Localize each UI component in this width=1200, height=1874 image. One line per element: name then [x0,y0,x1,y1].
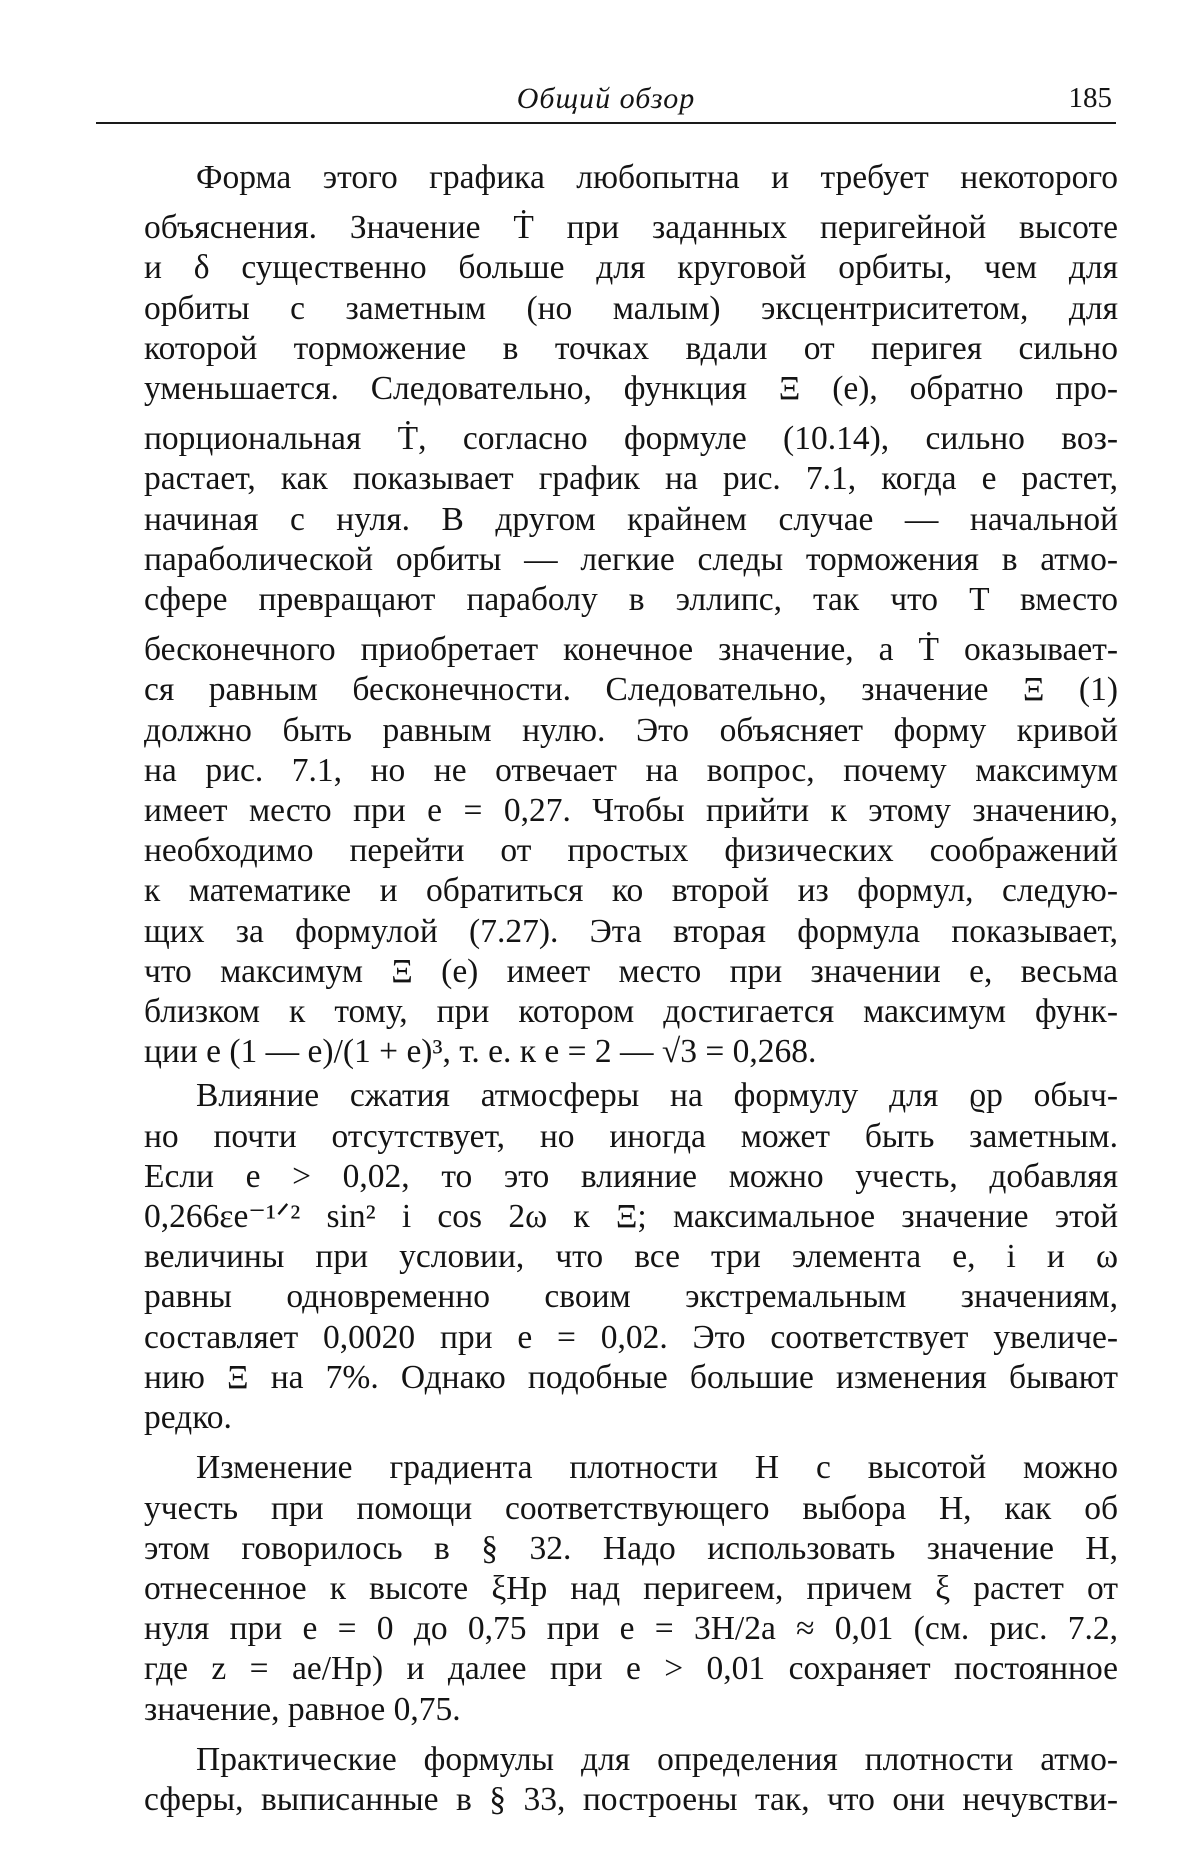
text-line: но почти отсутствует, но иногда может быть заметным. [144,1117,1118,1155]
text-line: нуля при e = 0 до 0,75 при e = 3H/2a ≈ 0,01 (см. рис. 7.2, [144,1610,1118,1648]
text-line: нию Ξ на 7%. Однако подобные большие изменения бывают [144,1358,1118,1396]
running-title: Общий обзор [516,82,696,115]
paragraph-1 [92,158,1118,1072]
text-line: Если e > 0,02, то это влияние можно учесть, добавляя [144,1157,1118,1195]
text-line: отнесенное к высоте ξHp над перигеем, причем ξ растет от [144,1569,1118,1607]
text-line: Практические формулы для определения плотности атмо- [196,1740,1118,1778]
text-line: равны одновременно своим экстремальным значениям, [144,1278,1118,1316]
text-line: Изменение градиента плотности H с высотой можно [196,1449,1118,1487]
text-line: составляет 0,0020 при e = 0,02. Это соответствует увеличе- [144,1318,1118,1356]
text-line: к математике и обратиться ко второй из формул, следую- [144,872,1118,910]
text-line: Влияние сжатия атмосферы на формулу для ϱp обыч- [196,1077,1118,1115]
text-line: необходимо перейти от простых физических соображений [144,832,1118,870]
text-line: имеет место при e = 0,27. Чтобы прийти к этому значению, [144,792,1118,830]
paragraph-3 [92,1448,1118,1729]
text-line: Форма этого графика любопытна и требует некоторого [196,159,1118,196]
text-line: параболической орбиты — легкие следы торможения в атмо- [144,540,1118,578]
text-line: учесть при помощи соответствующего выбора H, как об [144,1489,1118,1527]
text-line: порциональная Ṫ, согласно формуле (10.14), сильно воз- [144,420,1118,458]
text-line: бесконечного приобретает конечное значение, а Ṫ оказывает- [144,631,1118,669]
body-text [92,158,1118,1824]
text-line: которой торможение в точках вдали от перигея сильно [144,329,1118,367]
text-line: растает, как показывает график на рис. 7.1, когда e растет, [144,460,1118,498]
text-line: на рис. 7.1, но не отвечает на вопрос, почему максимум [144,751,1118,789]
text-line: начиная с нуля. В другом крайнем случае — начальной [144,500,1118,538]
paragraph-4 [92,1740,1118,1820]
paragraph-2 [92,1076,1118,1438]
running-header [96,80,1116,124]
text-line: значение, равное 0,75. [144,1690,461,1728]
text-line: должно быть равным нулю. Это объясняет форму кривой [144,711,1118,749]
page-number: 185 [1068,82,1112,114]
text-line: этом говорилось в § 32. Надо использовать значение H, [144,1529,1118,1567]
text-line: сферы, выписанные в § 33, построены так, что они нечувстви- [144,1780,1118,1818]
text-line: величины при условии, что все три элемента e, i и ω [144,1238,1118,1276]
text-line: 0,266εe⁻¹ᐟ² sin² i cos 2ω к Ξ; максимальное значение этой [144,1198,1118,1236]
text-line: сфере превращают параболу в эллипс, так что T вместо [144,581,1118,619]
text-line: редко. [144,1399,232,1437]
text-line: уменьшается. Следовательно, функция Ξ (e), обратно про- [144,370,1118,408]
text-line: ся равным бесконечности. Следовательно, значение Ξ (1) [144,671,1118,709]
text-line: и δ существенно больше для круговой орбиты, чем для [144,249,1118,287]
text-line: орбиты с заметным (но малым) эксцентриситетом, для [144,289,1118,327]
text-line: близком к тому, при котором достигается максимум функ- [144,993,1118,1031]
text-line: объяснения. Значение Ṫ при заданных перигейной высоте [144,209,1118,247]
text-line: щих за формулой (7.27). Эта вторая формула показывает, [144,912,1118,950]
text-line: ции e (1 — e)/(1 + e)³, т. е. к e = 2 — √3 = 0,268. [144,1033,817,1071]
text-line: что максимум Ξ (e) имеет место при значении e, весьма [144,952,1118,990]
text-line: где z = ae/Hp) и далее при e > 0,01 сохраняет постоянное [144,1650,1118,1688]
